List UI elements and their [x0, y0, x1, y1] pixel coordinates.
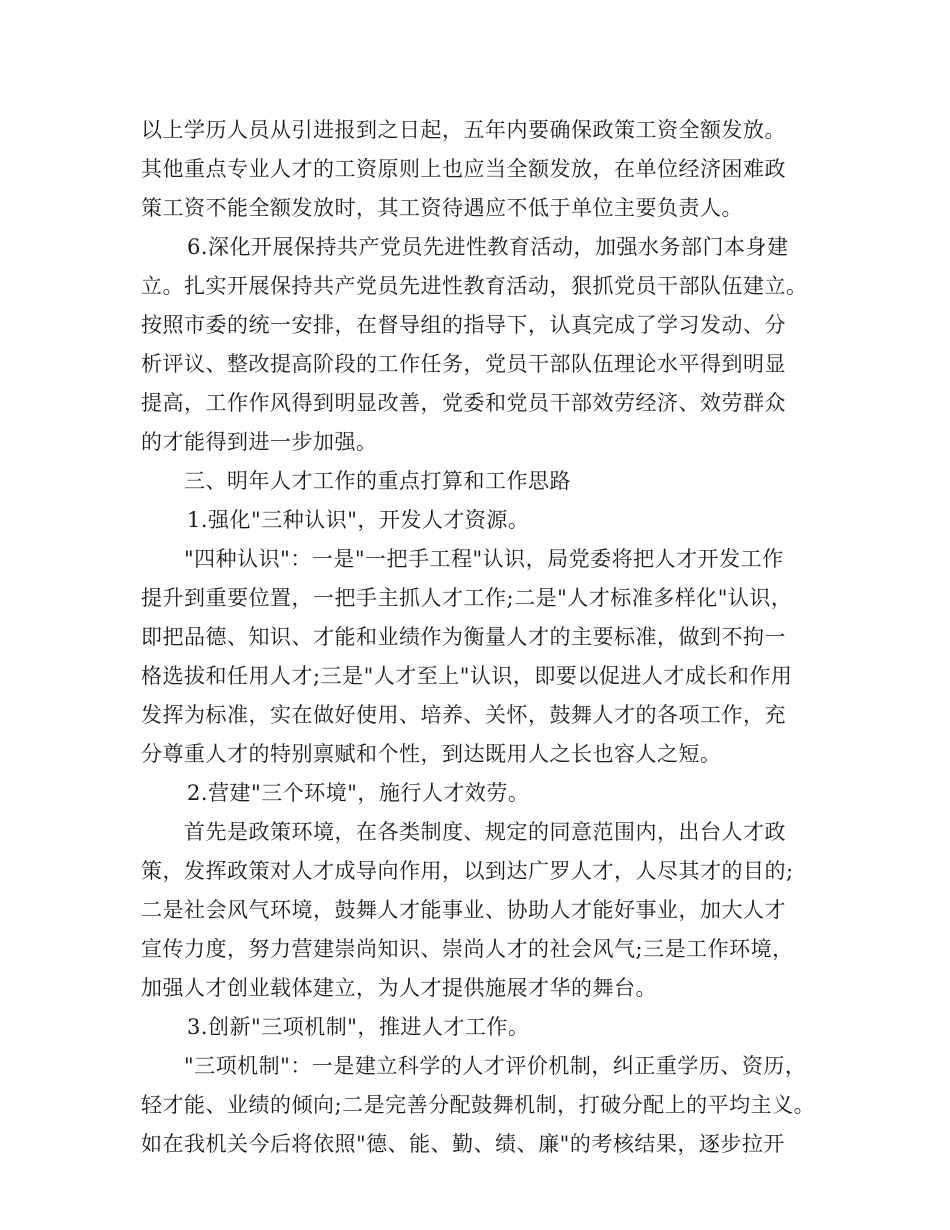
- text-line: 加强人才创业载体建立，为人才提供施展才华的舞台。: [141, 976, 657, 1000]
- text-line: 提高，工作作风得到明显改善，党委和党员干部效劳经济、效劳群众: [141, 391, 786, 415]
- subheading: 1.强化"三种认识"，开发人才资源。: [187, 508, 530, 532]
- subheading: 3.创新"三项机制"，推进人才工作。: [187, 1015, 530, 1039]
- text-line: 二是社会风气环境，鼓舞人才能事业、协助人才能好事业，加大人才: [141, 898, 786, 922]
- paragraph-start: "三项机制"：一是建立科学的人才评价机制，纠正重学历、资历，: [184, 1054, 807, 1078]
- text-line: 立。扎实开展保持共产党员先进性教育活动，狠抓党员干部队伍建立。: [141, 274, 808, 298]
- text-line: 按照市委的统一安排，在督导组的指导下，认真完成了学习发动、分: [141, 313, 786, 337]
- paragraph-start: "四种认识"：一是"一把手工程"认识，局党委将把人才开发工作: [184, 547, 784, 571]
- subheading: 2.营建"三个环境"，施行人才效劳。: [187, 781, 530, 805]
- text-line: 其他重点专业人才的工资原则上也应当全额发放，在单位经济困难政: [141, 157, 786, 181]
- paragraph-start: 6.深化开展保持共产党员先进性教育活动，加强水务部门本身建: [187, 235, 789, 259]
- text-line: 即把品德、知识、才能和业绩作为衡量人才的主要标准，做到不拘一: [141, 625, 786, 649]
- text-line: 析评议、整改提高阶段的工作任务，党员干部队伍理论水平得到明显: [141, 352, 786, 376]
- text-line: 提升到重要位置，一把手主抓人才工作;二是"人才标准多样化"认识，: [141, 586, 793, 610]
- text-line: 格选拔和任用人才;三是"人才至上"认识，即要以促进人才成长和作用: [141, 664, 793, 688]
- text-line: 策，发挥政策对人才成导向作用，以到达广罗人才，人尽其才的目的;: [141, 859, 794, 883]
- text-line: 发挥为标准，实在做好使用、培养、关怀，鼓舞人才的各项工作，充: [141, 703, 786, 727]
- text-line: 轻才能、业绩的倾向;二是完善分配鼓舞机制，打破分配上的平均主义。: [141, 1093, 816, 1117]
- text-line: 的才能得到进一步加强。: [141, 430, 378, 454]
- text-line: 如在我机关今后将依照"德、能、勤、绩、廉"的考核结果，逐步拉开: [141, 1132, 785, 1156]
- text-line: 分尊重人才的特别禀赋和个性，到达既用人之长也容人之短。: [141, 742, 722, 766]
- paragraph-start: 首先是政策环境，在各类制度、规定的同意范围内，出台人才政: [184, 820, 786, 844]
- text-line: 宣传力度，努力营建崇尚知识、崇尚人才的社会风气;三是工作环境，: [141, 937, 794, 961]
- text-line: 以上学历人员从引进报到之日起，五年内要确保政策工资全额发放。: [141, 118, 786, 142]
- section-heading: 三、明年人才工作的重点打算和工作思路: [184, 469, 571, 493]
- text-line: 策工资不能全额发放时，其工资待遇应不低于单位主要负责人。: [141, 196, 743, 220]
